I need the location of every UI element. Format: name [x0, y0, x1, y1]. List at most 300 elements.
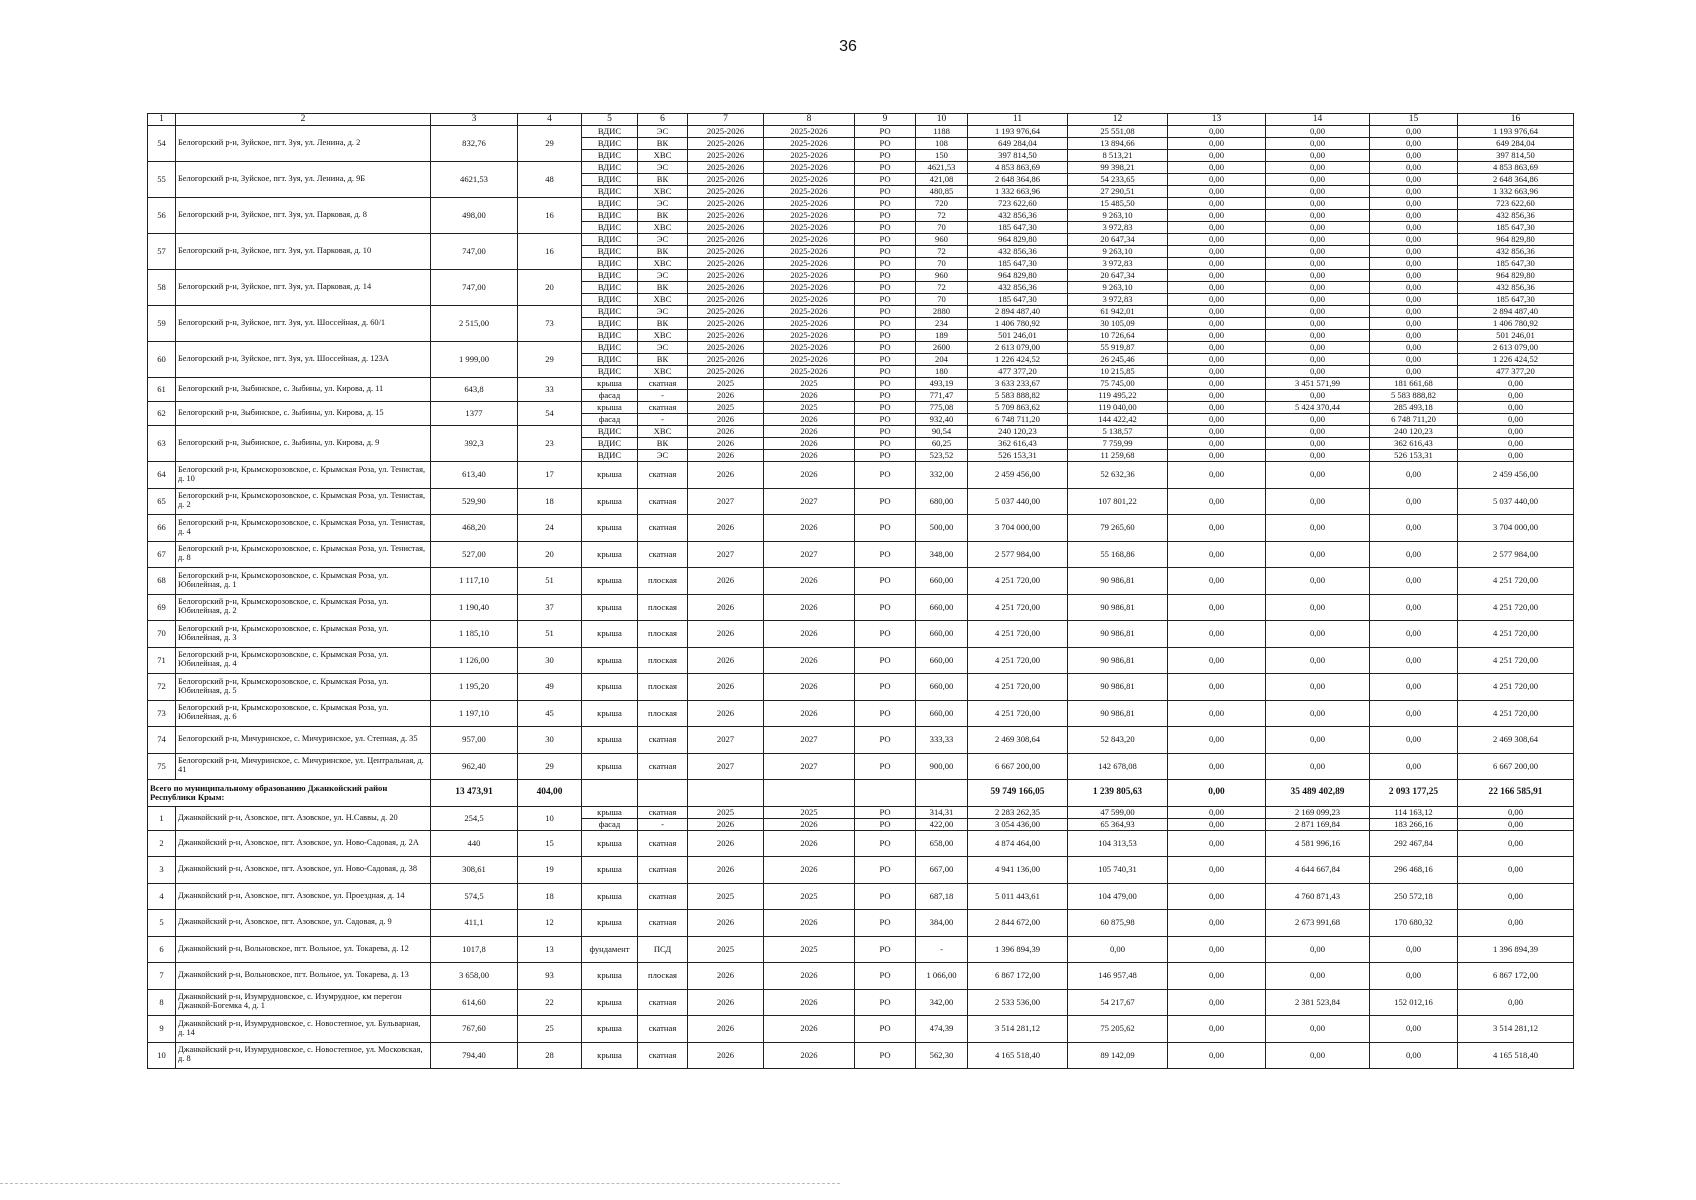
fund-local: 0,00 — [1370, 515, 1458, 542]
header-cell: 8 — [764, 114, 855, 126]
address: Джанкойский р-н, Азовское, пгт. Азовское, ул. Проездная, д. 14 — [176, 883, 431, 910]
table-row — [148, 594, 1574, 621]
fund-republic: 0,00 — [1266, 414, 1370, 426]
volume: 332,00 — [916, 462, 968, 489]
fund-federal: 0,00 — [1168, 910, 1266, 937]
fund-local: 0,00 — [1370, 963, 1458, 990]
work-subtype: скатная — [638, 1042, 688, 1069]
design-period: 2025-2026 — [688, 162, 764, 174]
work-type: ВДИС — [582, 282, 638, 294]
volume: 2600 — [916, 342, 968, 354]
executor: РО — [855, 402, 916, 414]
specific-cost: 52 843,20 — [1068, 727, 1168, 754]
total-cost: 4 165 518,40 — [968, 1042, 1068, 1069]
volume: 422,00 — [916, 818, 968, 830]
residents-count: 16 — [518, 198, 582, 234]
repair-period: 2026 — [764, 426, 855, 438]
building-area: 747,00 — [431, 234, 518, 270]
executor: РО — [855, 462, 916, 489]
fund-republic: 0,00 — [1266, 727, 1370, 754]
row-number: 3 — [148, 857, 176, 884]
specific-cost: 9 263,10 — [1068, 282, 1168, 294]
fund-republic: 0,00 — [1266, 594, 1370, 621]
address: Белогорский р-н, Крымскорозовское, с. Крымская Роза, ул. Юбилейная, д. 4 — [176, 647, 431, 674]
fund-republic: 0,00 — [1266, 162, 1370, 174]
address: Белогорский р-н, Крымскорозовское, с. Крымская Роза, ул. Юбилейная, д. 5 — [176, 674, 431, 701]
fund-federal: 0,00 — [1168, 727, 1266, 754]
table-row — [148, 621, 1574, 648]
row-number: 74 — [148, 727, 176, 754]
fund-owners: 6 667 200,00 — [1458, 753, 1574, 780]
specific-cost: 119 040,00 — [1068, 402, 1168, 414]
residents-count: 25 — [518, 1016, 582, 1043]
building-area: 832,76 — [431, 126, 518, 162]
fund-owners: 0,00 — [1458, 378, 1574, 390]
fund-republic: 3 451 571,99 — [1266, 378, 1370, 390]
address: Джанкойский р-н, Вольновское, пгт. Вольное, ул. Токарева, д. 12 — [176, 936, 431, 963]
total-cost: 2 613 079,00 — [968, 342, 1068, 354]
building-area: 613,40 — [431, 462, 518, 489]
total-cost: 4 941 136,00 — [968, 857, 1068, 884]
header-cell: 5 — [582, 114, 638, 126]
repair-period: 2026 — [764, 857, 855, 884]
fund-republic: 0,00 — [1266, 342, 1370, 354]
total-cost: 477 377,20 — [968, 366, 1068, 378]
work-subtype: плоская — [638, 594, 688, 621]
fund-local: 0,00 — [1370, 541, 1458, 568]
table-row — [148, 162, 1574, 174]
residents-count: 51 — [518, 568, 582, 595]
residents-count: 18 — [518, 488, 582, 515]
address: Белогорский р-н, Крымскорозовское, с. Крымская Роза, ул. Тенистая, д. 4 — [176, 515, 431, 542]
work-subtype: ХВС — [638, 150, 688, 162]
total-people: 404,00 — [518, 780, 582, 807]
design-period: 2025-2026 — [688, 222, 764, 234]
specific-cost: 55 919,87 — [1068, 342, 1168, 354]
header-cell: 14 — [1266, 114, 1370, 126]
repair-period: 2026 — [764, 568, 855, 595]
fund-owners: 964 829,80 — [1458, 270, 1574, 282]
executor: РО — [855, 830, 916, 857]
work-type: крыша — [582, 378, 638, 390]
design-period: 2025-2026 — [688, 138, 764, 150]
design-period: 2026 — [688, 910, 764, 937]
fund-federal: 0,00 — [1168, 541, 1266, 568]
volume: 523,52 — [916, 450, 968, 462]
volume: 1 066,00 — [916, 963, 968, 990]
specific-cost: 10 726,64 — [1068, 330, 1168, 342]
work-type: ВДИС — [582, 294, 638, 306]
executor: РО — [855, 910, 916, 937]
repair-period: 2025-2026 — [764, 342, 855, 354]
address: Джанкойский р-н, Изумрудновское, с. Новостепное, ул. Московская, д. 8 — [176, 1042, 431, 1069]
work-type: крыша — [582, 462, 638, 489]
fund-federal: 0,00 — [1168, 126, 1266, 138]
building-area: 1 197,10 — [431, 700, 518, 727]
specific-cost: 65 364,93 — [1068, 818, 1168, 830]
volume: 348,00 — [916, 541, 968, 568]
empty-cell — [764, 780, 855, 807]
executor: РО — [855, 318, 916, 330]
fund-federal: 0,00 — [1168, 883, 1266, 910]
address: Джанкойский р-н, Изумрудновское, с. Новостепное, ул. Бульварная, д. 14 — [176, 1016, 431, 1043]
volume: 342,00 — [916, 989, 968, 1016]
fund-local: 183 266,16 — [1370, 818, 1458, 830]
fund-owners: 4 251 720,00 — [1458, 594, 1574, 621]
residents-count: 45 — [518, 700, 582, 727]
work-type: крыша — [582, 857, 638, 884]
repair-period: 2026 — [764, 414, 855, 426]
fund-republic: 0,00 — [1266, 450, 1370, 462]
design-period: 2027 — [688, 727, 764, 754]
design-period: 2026 — [688, 830, 764, 857]
executor: РО — [855, 541, 916, 568]
fund-local: 0,00 — [1370, 488, 1458, 515]
executor: РО — [855, 306, 916, 318]
work-subtype: ХВС — [638, 366, 688, 378]
fund-owners: 964 829,80 — [1458, 234, 1574, 246]
fund-republic: 0,00 — [1266, 647, 1370, 674]
fund-local: 0,00 — [1370, 294, 1458, 306]
total-cost: 3 633 233,67 — [968, 378, 1068, 390]
specific-cost: 27 290,51 — [1068, 186, 1168, 198]
design-period: 2026 — [688, 963, 764, 990]
specific-cost: 89 142,09 — [1068, 1042, 1168, 1069]
total-cost: 526 153,31 — [968, 450, 1068, 462]
volume: 384,00 — [916, 910, 968, 937]
total-cost: 2 844 672,00 — [968, 910, 1068, 937]
design-period: 2025 — [688, 402, 764, 414]
address: Белогорский р-н, Крымскорозовское, с. Крымская Роза, ул. Юбилейная, д. 3 — [176, 621, 431, 648]
repair-period: 2025-2026 — [764, 198, 855, 210]
work-subtype: ХВС — [638, 258, 688, 270]
fund-republic: 2 673 991,68 — [1266, 910, 1370, 937]
executor: РО — [855, 857, 916, 884]
residents-count: 30 — [518, 647, 582, 674]
repair-period: 2026 — [764, 674, 855, 701]
fund-republic: 0,00 — [1266, 963, 1370, 990]
specific-cost: 9 263,10 — [1068, 210, 1168, 222]
total-cost: 649 284,04 — [968, 138, 1068, 150]
executor: РО — [855, 989, 916, 1016]
table-row — [148, 857, 1574, 884]
building-area: 614,60 — [431, 989, 518, 1016]
executor: РО — [855, 647, 916, 674]
building-area: 574,5 — [431, 883, 518, 910]
executor: РО — [855, 270, 916, 282]
residents-count: 29 — [518, 342, 582, 378]
executor: РО — [855, 963, 916, 990]
design-period: 2025-2026 — [688, 330, 764, 342]
building-area: 4621,53 — [431, 162, 518, 198]
building-area: 3 658,00 — [431, 963, 518, 990]
header-cell: 3 — [431, 114, 518, 126]
fund-local: 0,00 — [1370, 342, 1458, 354]
fund-federal: 0,00 — [1168, 818, 1266, 830]
residents-count: 23 — [518, 426, 582, 462]
executor: РО — [855, 126, 916, 138]
total-cost: 240 120,23 — [968, 426, 1068, 438]
total-cost: 1 193 976,64 — [968, 126, 1068, 138]
specific-cost: 119 495,22 — [1068, 390, 1168, 402]
fund-owners: 3 704 000,00 — [1458, 515, 1574, 542]
table-row — [148, 883, 1574, 910]
building-area: 747,00 — [431, 270, 518, 306]
row-number: 69 — [148, 594, 176, 621]
repair-period: 2026 — [764, 989, 855, 1016]
fund-republic: 0,00 — [1266, 282, 1370, 294]
table-row — [148, 426, 1574, 438]
specific-cost: 144 422,42 — [1068, 414, 1168, 426]
building-area: 1377 — [431, 402, 518, 426]
work-subtype: плоская — [638, 674, 688, 701]
work-subtype: ЭС — [638, 126, 688, 138]
fund-republic: 4 644 667,84 — [1266, 857, 1370, 884]
volume: 775,08 — [916, 402, 968, 414]
work-subtype: ЭС — [638, 198, 688, 210]
specific-cost: 75 745,00 — [1068, 378, 1168, 390]
executor: РО — [855, 366, 916, 378]
fund-federal: 0,00 — [1168, 438, 1266, 450]
total-cost: 4 251 720,00 — [968, 700, 1068, 727]
work-subtype: ПСД — [638, 936, 688, 963]
work-subtype: скатная — [638, 753, 688, 780]
work-subtype: ВК — [638, 138, 688, 150]
design-period: 2026 — [688, 568, 764, 595]
design-period: 2026 — [688, 818, 764, 830]
work-subtype: - — [638, 390, 688, 402]
fund-owners: 0,00 — [1458, 390, 1574, 402]
total-value: 35 489 402,89 — [1266, 780, 1370, 807]
repair-period: 2025-2026 — [764, 294, 855, 306]
address: Джанкойский р-н, Азовское, пгт. Азовское, ул. Н.Саввы, д. 20 — [176, 806, 431, 830]
executor: РО — [855, 515, 916, 542]
design-period: 2025-2026 — [688, 174, 764, 186]
work-subtype: - — [638, 414, 688, 426]
fund-republic: 0,00 — [1266, 318, 1370, 330]
volume: 660,00 — [916, 621, 968, 648]
row-number: 55 — [148, 162, 176, 198]
design-period: 2026 — [688, 390, 764, 402]
fund-republic: 0,00 — [1266, 366, 1370, 378]
repair-period: 2025 — [764, 806, 855, 818]
fund-local: 292 467,84 — [1370, 830, 1458, 857]
fund-federal: 0,00 — [1168, 568, 1266, 595]
fund-federal: 0,00 — [1168, 857, 1266, 884]
fund-federal: 0,00 — [1168, 138, 1266, 150]
address: Белогорский р-н, Крымскорозовское, с. Крымская Роза, ул. Юбилейная, д. 1 — [176, 568, 431, 595]
design-period: 2026 — [688, 621, 764, 648]
fund-local: 0,00 — [1370, 174, 1458, 186]
repair-period: 2025-2026 — [764, 150, 855, 162]
fund-federal: 0,00 — [1168, 246, 1266, 258]
design-period: 2025 — [688, 806, 764, 818]
repair-period: 2025 — [764, 883, 855, 910]
row-number: 64 — [148, 462, 176, 489]
repair-period: 2027 — [764, 753, 855, 780]
building-area: 308,61 — [431, 857, 518, 884]
work-type: ВДИС — [582, 162, 638, 174]
address: Белогорский р-н, Зыбинское, с. Зыбины, ул. Кирова, д. 15 — [176, 402, 431, 426]
fund-republic: 0,00 — [1266, 700, 1370, 727]
scan-edge-line — [0, 1183, 840, 1184]
volume: 660,00 — [916, 594, 968, 621]
fund-republic: 0,00 — [1266, 126, 1370, 138]
work-subtype: ХВС — [638, 426, 688, 438]
repair-period: 2026 — [764, 963, 855, 990]
design-period: 2025 — [688, 883, 764, 910]
total-cost: 2 283 262,35 — [968, 806, 1068, 818]
work-subtype: ХВС — [638, 294, 688, 306]
building-area: 1 185,10 — [431, 621, 518, 648]
executor: РО — [855, 700, 916, 727]
empty-cell — [916, 780, 968, 807]
work-subtype: скатная — [638, 910, 688, 937]
work-type: крыша — [582, 883, 638, 910]
executor: РО — [855, 246, 916, 258]
repair-period: 2026 — [764, 515, 855, 542]
work-type: ВДИС — [582, 330, 638, 342]
fund-federal: 0,00 — [1168, 306, 1266, 318]
executor: РО — [855, 282, 916, 294]
total-cost: 432 856,36 — [968, 282, 1068, 294]
table-row — [148, 936, 1574, 963]
work-subtype: плоская — [638, 621, 688, 648]
table-row — [148, 647, 1574, 674]
building-area: 962,40 — [431, 753, 518, 780]
fund-federal: 0,00 — [1168, 647, 1266, 674]
work-type: ВДИС — [582, 138, 638, 150]
total-label: Всего по муниципальному образованию Джанкойский район Республики Крым: — [148, 780, 431, 807]
design-period: 2025-2026 — [688, 342, 764, 354]
building-area: 529,90 — [431, 488, 518, 515]
fund-owners: 0,00 — [1458, 883, 1574, 910]
specific-cost: 146 957,48 — [1068, 963, 1168, 990]
specific-cost: 13 894,66 — [1068, 138, 1168, 150]
executor: РО — [855, 222, 916, 234]
work-subtype: - — [638, 818, 688, 830]
fund-owners: 4 251 720,00 — [1458, 568, 1574, 595]
volume: 660,00 — [916, 647, 968, 674]
address: Джанкойский р-н, Азовское, пгт. Азовское, ул. Садовая, д. 9 — [176, 910, 431, 937]
work-subtype: ВК — [638, 318, 688, 330]
repair-period: 2026 — [764, 438, 855, 450]
specific-cost: 26 245,46 — [1068, 354, 1168, 366]
work-subtype: плоская — [638, 647, 688, 674]
work-type: ВДИС — [582, 174, 638, 186]
repair-period: 2025-2026 — [764, 282, 855, 294]
row-number: 60 — [148, 342, 176, 378]
fund-owners: 1 332 663,96 — [1458, 186, 1574, 198]
building-area: 794,40 — [431, 1042, 518, 1069]
residents-count: 37 — [518, 594, 582, 621]
row-number: 73 — [148, 700, 176, 727]
fund-republic: 5 424 370,44 — [1266, 402, 1370, 414]
total-cost: 1 226 424,52 — [968, 354, 1068, 366]
total-cost: 4 251 720,00 — [968, 647, 1068, 674]
address: Белогорский р-н, Зуйское, пгт. Зуя, ул. Ленина, д. 9Б — [176, 162, 431, 198]
row-number: 6 — [148, 936, 176, 963]
work-subtype: ВК — [638, 174, 688, 186]
fund-federal: 0,00 — [1168, 963, 1266, 990]
specific-cost: 11 259,68 — [1068, 450, 1168, 462]
work-subtype: ЭС — [638, 234, 688, 246]
design-period: 2026 — [688, 426, 764, 438]
fund-local: 0,00 — [1370, 594, 1458, 621]
design-period: 2025-2026 — [688, 294, 764, 306]
fund-owners: 4 251 720,00 — [1458, 621, 1574, 648]
design-period: 2026 — [688, 1016, 764, 1043]
design-period: 2025-2026 — [688, 354, 764, 366]
specific-cost: 54 233,65 — [1068, 174, 1168, 186]
fund-republic: 0,00 — [1266, 488, 1370, 515]
repair-period: 2025 — [764, 402, 855, 414]
volume: - — [916, 936, 968, 963]
design-period: 2025-2026 — [688, 282, 764, 294]
specific-cost: 5 138,57 — [1068, 426, 1168, 438]
fund-local: 0,00 — [1370, 258, 1458, 270]
fund-republic: 0,00 — [1266, 198, 1370, 210]
fund-republic: 0,00 — [1266, 426, 1370, 438]
work-type: ВДИС — [582, 210, 638, 222]
fund-owners: 0,00 — [1458, 438, 1574, 450]
fund-federal: 0,00 — [1168, 294, 1266, 306]
repair-period: 2027 — [764, 727, 855, 754]
table-row — [148, 342, 1574, 354]
fund-federal: 0,00 — [1168, 621, 1266, 648]
total-value: 2 093 177,25 — [1370, 780, 1458, 807]
fund-owners: 4 251 720,00 — [1458, 674, 1574, 701]
total-cost: 185 647,30 — [968, 294, 1068, 306]
table-row — [148, 462, 1574, 489]
volume: 493,19 — [916, 378, 968, 390]
fund-local: 0,00 — [1370, 210, 1458, 222]
executor: РО — [855, 258, 916, 270]
row-number: 62 — [148, 402, 176, 426]
volume: 204 — [916, 354, 968, 366]
address: Белогорский р-н, Крымскорозовское, с. Крымская Роза, ул. Юбилейная, д. 6 — [176, 700, 431, 727]
repair-period: 2025-2026 — [764, 234, 855, 246]
fund-owners: 4 165 518,40 — [1458, 1042, 1574, 1069]
fund-republic: 0,00 — [1266, 568, 1370, 595]
executor: РО — [855, 568, 916, 595]
repair-period: 2026 — [764, 830, 855, 857]
header-cell: 15 — [1370, 114, 1458, 126]
repair-period: 2025 — [764, 936, 855, 963]
empty-cell — [582, 780, 638, 807]
design-period: 2025 — [688, 378, 764, 390]
total-cost: 2 459 456,00 — [968, 462, 1068, 489]
work-subtype: скатная — [638, 462, 688, 489]
municipality-total-row — [148, 780, 1574, 807]
fund-republic: 0,00 — [1266, 354, 1370, 366]
residents-count: 30 — [518, 727, 582, 754]
fund-owners: 0,00 — [1458, 450, 1574, 462]
work-subtype: ВК — [638, 354, 688, 366]
building-area: 440 — [431, 830, 518, 857]
fund-owners: 2 894 487,40 — [1458, 306, 1574, 318]
fund-local: 170 680,32 — [1370, 910, 1458, 937]
address: Белогорский р-н, Зыбинское, с. Зыбины, ул. Кирова, д. 11 — [176, 378, 431, 402]
volume: 150 — [916, 150, 968, 162]
header-cell: 16 — [1458, 114, 1574, 126]
table-row — [148, 753, 1574, 780]
table-row — [148, 989, 1574, 1016]
work-subtype: ЭС — [638, 270, 688, 282]
residents-count: 12 — [518, 910, 582, 937]
fund-local: 0,00 — [1370, 222, 1458, 234]
fund-local: 362 616,43 — [1370, 438, 1458, 450]
